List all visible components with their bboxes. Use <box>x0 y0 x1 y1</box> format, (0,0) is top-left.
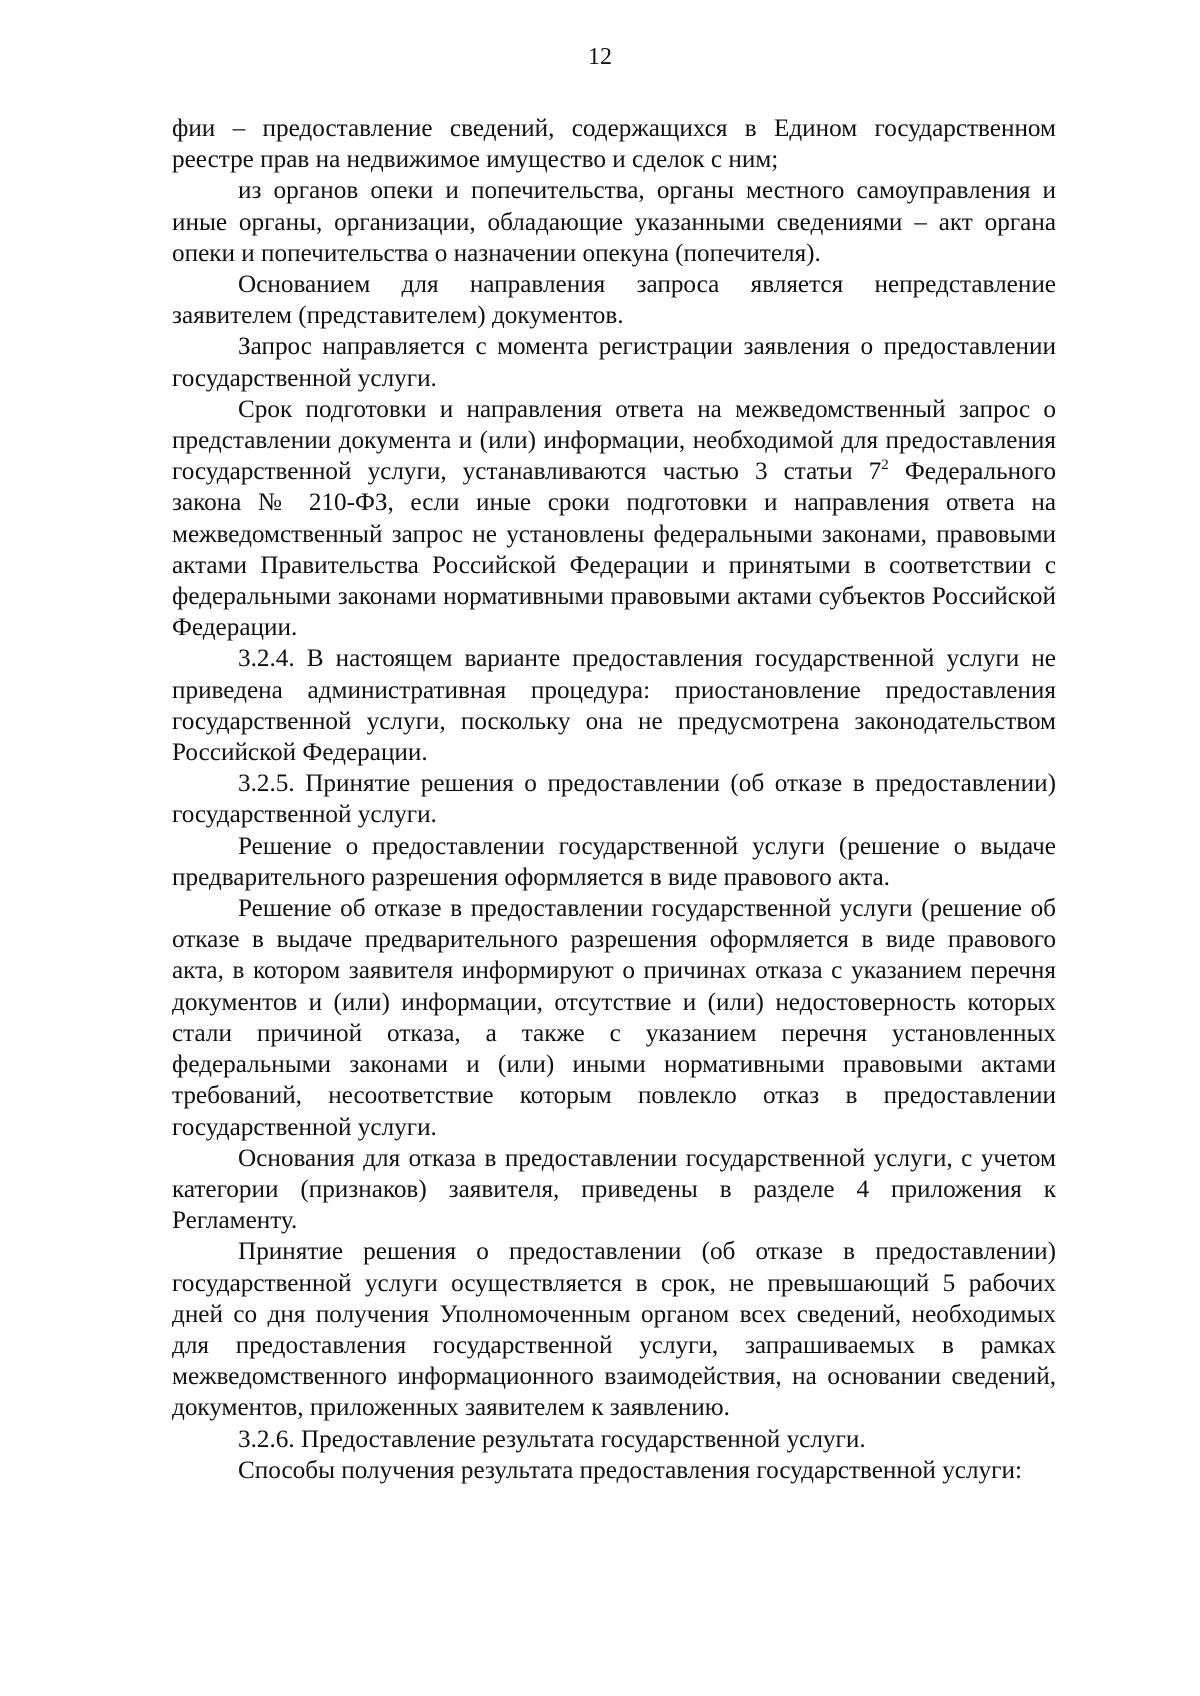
response-deadline-text-after: Федерального закона № 210-ФЗ, если иные сроки подготовки и направления ответа на межведомственный запрос не установлены федеральными законами, правовыми актами Правительства Российской Федерации и принятыми в соответствии с федеральными законами нормативными правовыми актами субъектов Российской Федерации. <box>172 458 1056 642</box>
paragraph-result-methods: Способы получения результата предоставления государственной услуги: <box>238 1456 1022 1484</box>
paragraph-response-deadline <box>172 394 1056 644</box>
response-deadline-text-before: Срок подготовки и направления ответа на межведомственный запрос о представлении документа и (или) информации, необходимой для предоставления государственной услуги, устанавливаются частью 3 статьи 7 <box>172 395 1056 486</box>
paragraph-approval-decision: Решение о предоставлении государственной услуги (решение о выдаче предварительного разрешения оформляется в виде правового акта. <box>172 832 1056 891</box>
paragraph-request-timing: Запрос направляется с момента регистрации заявления о предоставлении государственной услуги. <box>172 333 1056 392</box>
paragraph-decision-deadline: Принятие решения о предоставлении (об отказе в предоставлении) государственной услуги осуществляется в срок, не превышающий 5 рабочих дней со дня получения Уполномоченным органом всех сведений, необходимых для предоставления государственной услуги, запрашиваемых в рамках межведомственного информационного взаимодействия, на основании сведений, документов, приложенных заявителем к заявлению. <box>172 1238 1056 1422</box>
paragraph-continuation: фии – предоставление сведений, содержащихся в Едином государственном реестре прав на недвижимое имущество и сделок с ним; <box>172 115 1056 174</box>
paragraph-request-basis: Основанием для направления запроса является непредставление заявителем (представителем) документов. <box>172 271 1056 330</box>
paragraph-refusal-grounds: Основания для отказа в предоставлении государственной услуги, с учетом категории (признаков) заявителя, приведены в разделе 4 приложения к Регламенту. <box>172 1144 1056 1235</box>
article-superscript: 2 <box>881 457 889 474</box>
page-number: 12 <box>588 44 612 70</box>
paragraph-section-3-2-5: 3.2.5. Принятие решения о предоставлении (об отказе в предоставлении) государственной услуги. <box>172 770 1056 829</box>
paragraph-section-3-2-6: 3.2.6. Предоставление результата государственной услуги. <box>238 1425 866 1453</box>
document-body <box>172 113 1056 1486</box>
paragraph-guardianship-sources: из органов опеки и попечительства, органы местного самоуправления и иные органы, организации, обладающие указанными сведениями – акт органа опеки и попечительства о назначении опекуна (попечителя). <box>172 177 1056 267</box>
paragraph-refusal-decision: Решение об отказе в предоставлении государственной услуги (решение об отказе в выдаче предварительного разрешения оформляется в виде правового акта, в котором заявителя информируют о причинах отказа с указанием перечня документов и (или) информации, отсутствие и (или) недостоверность которых стали причиной отказа, а также с указанием перечня установленных федеральными законами и (или) иными нормативными правовыми актами требований, несоответствие которым повлекло отказ в предоставлении государственной услуги. <box>172 895 1056 1141</box>
paragraph-section-3-2-4: 3.2.4. В настоящем варианте предоставления государственной услуги не приведена административная процедура: приостановление предоставления государственной услуги, поскольку она не предусмотрена законодательством Российской Федерации. <box>172 645 1056 767</box>
